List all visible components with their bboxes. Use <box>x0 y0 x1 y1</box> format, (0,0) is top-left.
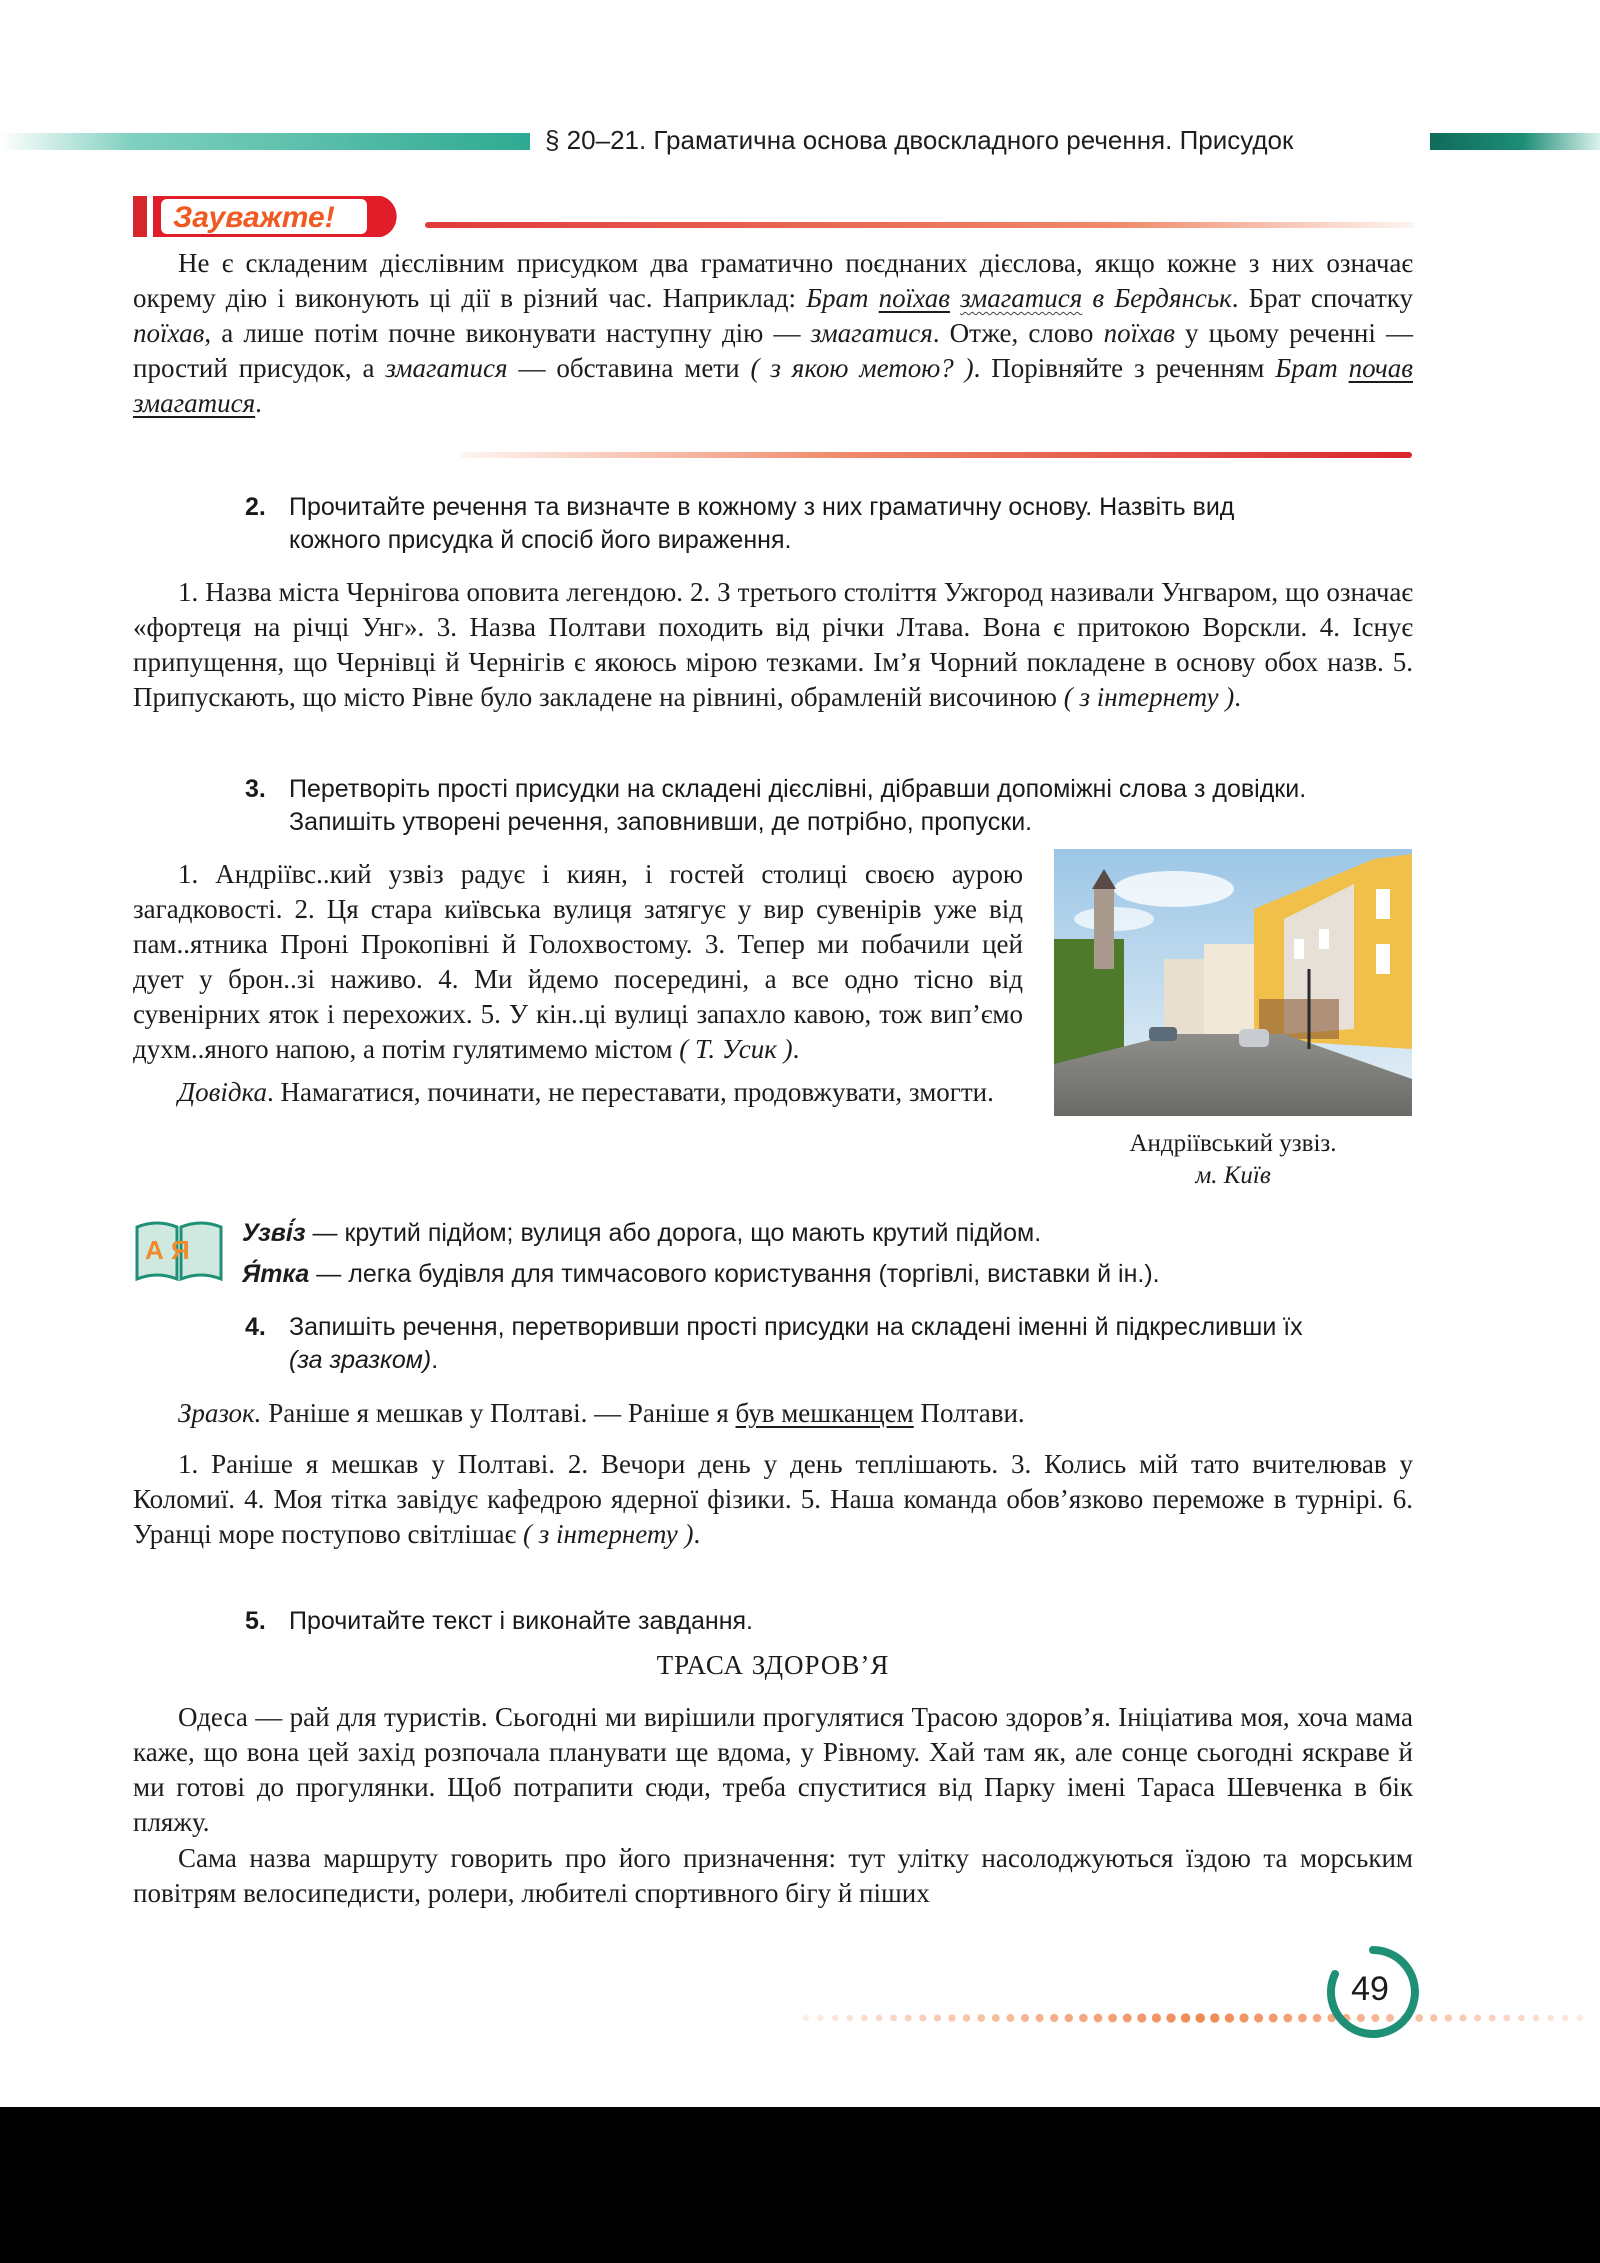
dictionary-book-icon <box>133 1213 225 1285</box>
footer-dot <box>934 2014 941 2021</box>
footer-dot <box>1195 2013 1205 2023</box>
footer-dot <box>1445 2014 1452 2021</box>
story-text: Одеса — рай для туристів. Сьогодні ми вирішили прогулятися Трасою здоров’я. Ініціатива моя, хоча мама каже, що вона цей захід розпочала планувати ще вдома, у Рівному. Хай там як, але сонце сьогодні яскраве й ми готові до прогулянки. Щоб потрапити сюди, треба спуститися від Парку імені Тараса Шевченка в бік пляжу. Сама назва маршруту говорить про його призначення: тут улітку насолоджуються їздою та морським повітрям велосипедисти, ролери, любителі спортивного бігу й піших <box>133 1702 1413 1908</box>
footer-dot <box>1050 2014 1058 2022</box>
footer-dot <box>1166 2013 1175 2022</box>
footer-dot <box>1547 2015 1553 2021</box>
footer-dot <box>992 2014 1000 2022</box>
task-3-body: 1. Андріївс..кий узвіз радує і киян, і гостей столиці своєю аурою загадковості. 2. Ця стара київська вулиця затягує у вир сувенірів уже від пам..ятника Проні Прокопівні й Голохвостому. 3. Тепер ми побачили цей дует у брон..зі наживо. 4. Ми йдемо посередині, а все одно тісно від сувенірних яток і перехожих. 5. У кін..ці вулиці запахло кавою, тож вип’ємо духм..яного напою, а потім гулятимемо містом ( Т. Усик ). Довідка. Намагатися, починати, не переставати, продовжувати, змогти. <box>133 859 1023 1107</box>
task-4-body: 1. Раніше я мешкав у Полтаві. 2. Вечори день у день теплішають. 3. Колись мій тато вчителював у Коломиї. 4. Моя тітка завідує кафедрою ядерної фізики. 5. Наша команда обов’язково переможе в турнірі. 6. Уранці море поступово світлішає ( з інтернету ). <box>133 1449 1413 1549</box>
footer-dot <box>1108 2014 1117 2023</box>
story-title: ТРАСА ЗДОРОВ’Я <box>656 1650 890 1680</box>
footer-dot <box>1006 2014 1014 2022</box>
bottom-black-band <box>0 2107 1600 2263</box>
task-4-heading: 4. Запишіть речення, перетворивши прості присудки на складені іменні й підкресливши їх (за зразком). <box>245 1313 1303 1374</box>
footer-dot <box>1152 2013 1161 2022</box>
photo-caption: Андріївський узвіз. м. Київ <box>1129 1130 1337 1189</box>
footer-dot <box>1518 2015 1525 2022</box>
page-number: 49 <box>1351 1970 1389 2008</box>
footer-dot <box>1210 2013 1219 2022</box>
page-header-title: § 20–21. Граматична основа двоскладного речення. Присудок <box>545 125 1294 155</box>
footer-dot <box>1533 2015 1540 2022</box>
footer-dot <box>1094 2014 1103 2023</box>
footer-dot <box>948 2014 955 2021</box>
footer-dot <box>963 2014 970 2021</box>
footer-dot <box>818 2015 824 2021</box>
andriivskyi-descent-photo <box>1054 849 1412 1116</box>
footer-dot <box>861 2015 868 2022</box>
footer-dot <box>1459 2014 1466 2021</box>
task-4-sample: Зразок. Раніше я мешкав у Полтаві. — Раніше я був мешканцем Полтави. <box>178 1398 1025 1428</box>
note-top-rule <box>425 222 1415 228</box>
footer-dot <box>1036 2014 1044 2022</box>
footer-dot <box>1577 2015 1583 2021</box>
dictionary-entries <box>242 1213 1412 1295</box>
task-3-heading: 3. Перетворіть прості присудки на складені дієслівні, дібравши допоміжні слова з довідки. Запишіть утворені речення, заповнивши, де потрібно, пропуски. <box>245 775 1307 836</box>
note-label-text: Зауважте! <box>173 201 335 234</box>
footer-dot <box>847 2015 853 2021</box>
footer-dot <box>919 2014 926 2021</box>
note-text: Не є складеним дієслівним присудком два граматично поєднаних дієслова, якщо кожне з них означає окрему дію і виконують ці дії в різний час. Наприклад: Брат поїхав змагатися в Бердянськ. Брат спочатку поїхав, а лише потім почне виконувати наступну дію — змагатися. Отже, слово поїхав у цьому реченні — простий присудок, а змагатися — обставина мети ( з якою метою? ). Порівняйте з реченням Брат почав змагатися. <box>133 248 1414 418</box>
footer-dot <box>1021 2014 1029 2022</box>
dictionary-entry: Узві́з — крутий підйом; вулиця або дорога, що мають крутий підйом. <box>242 1219 1042 1247</box>
footer-dot <box>1065 2014 1073 2022</box>
dictionary-icon-letters: А Я <box>145 1235 190 1265</box>
footer-dot <box>876 2015 883 2022</box>
footer-dot <box>1225 2013 1234 2022</box>
footer-dot <box>1489 2015 1496 2022</box>
footer-dot <box>1298 2014 1307 2023</box>
footer-dot <box>1503 2015 1510 2022</box>
header-bar-right <box>1430 133 1600 150</box>
footer-dot <box>1137 2013 1146 2022</box>
header-bar-left <box>0 133 530 150</box>
footer-dot <box>1313 2014 1322 2023</box>
footer-dot <box>1239 2013 1248 2022</box>
footer-dot <box>977 2014 985 2022</box>
footer-dot <box>890 2015 897 2022</box>
task-2-heading: 2. Прочитайте речення та визначте в кожному з них граматичну основу. Назвіть вид кожного присудка й спосіб його вираження. <box>245 493 1235 554</box>
footer-dot <box>1181 2013 1190 2022</box>
footer-dot <box>832 2015 838 2021</box>
footer-dot <box>803 2015 809 2021</box>
footer-dot <box>905 2015 912 2022</box>
note-label-badge <box>133 193 413 240</box>
footer-dot <box>1562 2015 1568 2021</box>
footer-dot <box>1079 2014 1088 2023</box>
footer-dot <box>1254 2013 1263 2022</box>
task-2-body: 1. Назва міста Чернігова оповита легендою. 2. З третього століття Ужгород називали Унгваром, що означає «фортеця на річці Унг». 3. Назва Полтави походить від річки Лтава. Вона є притокою Ворскли. 4. Існує припущення, що Чернівці й Чернігів є якоюсь мірою тезками. Ім’я Чорний покладене в основу обох назв. 5. Припускають, що місто Рівне було закладене на рівнині, обрамленій височиною ( з інтернету ). <box>133 577 1413 712</box>
footer-dot <box>1269 2014 1278 2023</box>
footer-dot <box>1283 2014 1292 2023</box>
footer-dot <box>1123 2014 1132 2023</box>
footer-dot <box>1474 2014 1481 2021</box>
footer-dot <box>1430 2014 1437 2021</box>
task-5-heading: 5. Прочитайте текст і виконайте завдання. <box>245 1607 753 1635</box>
note-bottom-rule <box>460 452 1412 458</box>
dictionary-entry: Я́тка — легка будівля для тимчасового користування (торгівлі, виставки й ін.). <box>242 1260 1160 1288</box>
footer-dot-row <box>800 2010 1600 2026</box>
